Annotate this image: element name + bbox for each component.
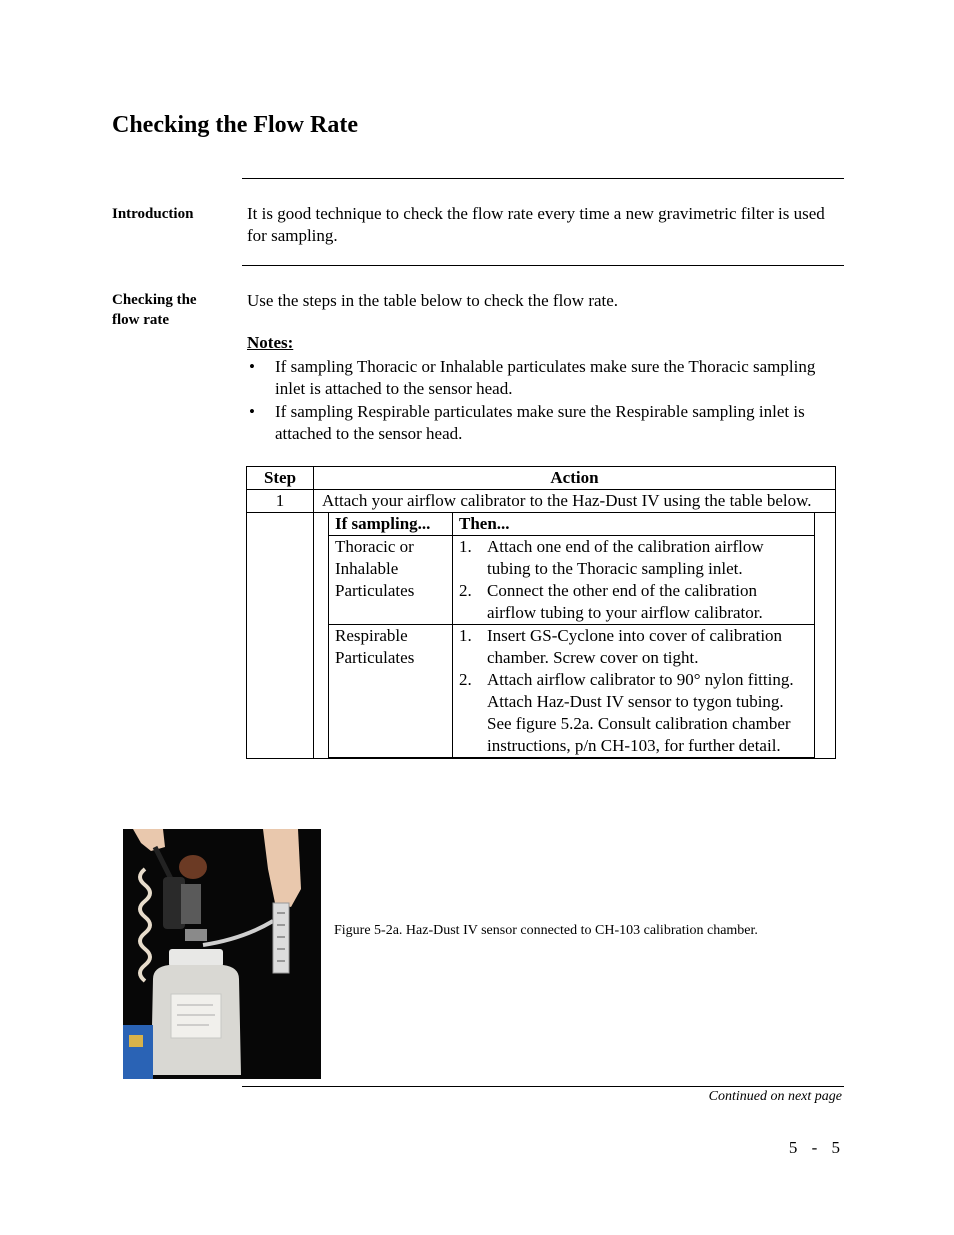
steps-table <box>246 466 836 759</box>
list-item: 1. Attach one end of the calibration airflow tubing to the Thoracic sampling inlet. <box>459 537 764 578</box>
if-sampling-cell: Thoracic or Inhalable Particulates <box>329 536 453 625</box>
introduction-heading: Introduction <box>112 206 194 222</box>
footer-divider <box>242 1086 844 1087</box>
if-sampling-header: If sampling... <box>329 513 453 536</box>
notes-list <box>247 356 817 446</box>
step-column-header: Step <box>247 467 314 490</box>
heading-line: Checking the <box>112 292 197 308</box>
then-header: Then... <box>453 513 815 536</box>
then-cell <box>453 625 815 758</box>
list-item: 1. Insert GS-Cyclone into cover of calibration chamber. Screw cover on tight. <box>459 626 783 667</box>
continued-note: Continued on next page <box>708 1089 842 1104</box>
section-divider <box>242 178 844 179</box>
step-action: Attach your airflow calibrator to the Haz-Dust IV using the table below. <box>314 490 836 513</box>
nested-table-cell <box>314 513 836 759</box>
note-item: • If sampling Respirable particulates make sure the Respirable sampling inlet is attached to the sensor head. <box>247 401 817 445</box>
then-cell <box>453 536 815 625</box>
figure-caption: Figure 5-2a. Haz-Dust IV sensor connected to CH-103 calibration chamber. <box>334 923 758 938</box>
calibration-chamber-illustration <box>123 829 321 1079</box>
page-number: 5 - 5 <box>788 1138 842 1157</box>
heading-line: flow rate <box>112 312 170 328</box>
note-item: • If sampling Thoracic or Inhalable particulates make sure the Thoracic sampling inlet is attached to the sensor head. <box>247 356 817 400</box>
then-steps <box>459 536 808 624</box>
notes-label: Notes: <box>247 333 294 352</box>
table-row <box>247 513 836 759</box>
list-item: 2. Attach airflow calibrator to 90° nylon fitting. Attach Haz-Dust IV sensor to tygon tubing. See figure 5.2a. Consult calibration chamber instructions, p/n CH-103, for further detail. <box>459 670 794 755</box>
if-then-table <box>328 513 815 758</box>
checking-intro-text: Use the steps in the table below to check the flow rate. <box>247 291 619 310</box>
introduction-text: It is good technique to check the flow rate every time a new gravimetric filter is used for sampling. <box>247 204 825 245</box>
action-column-header: Action <box>314 467 836 490</box>
step-number: 1 <box>247 490 314 513</box>
checking-flow-rate-heading <box>112 290 232 330</box>
if-sampling-cell: Respirable Particulates <box>329 625 453 758</box>
list-item: 2. Connect the other end of the calibration airflow tubing to your airflow calibrator. <box>459 581 763 622</box>
calibration-chamber-photo <box>123 829 321 1079</box>
table-row <box>329 625 815 758</box>
empty-step-cell <box>247 513 314 759</box>
table-row <box>329 536 815 625</box>
then-steps <box>459 625 808 757</box>
page-title: Checking the Flow Rate <box>112 112 358 138</box>
table-row <box>247 490 836 513</box>
section-divider <box>242 265 844 266</box>
